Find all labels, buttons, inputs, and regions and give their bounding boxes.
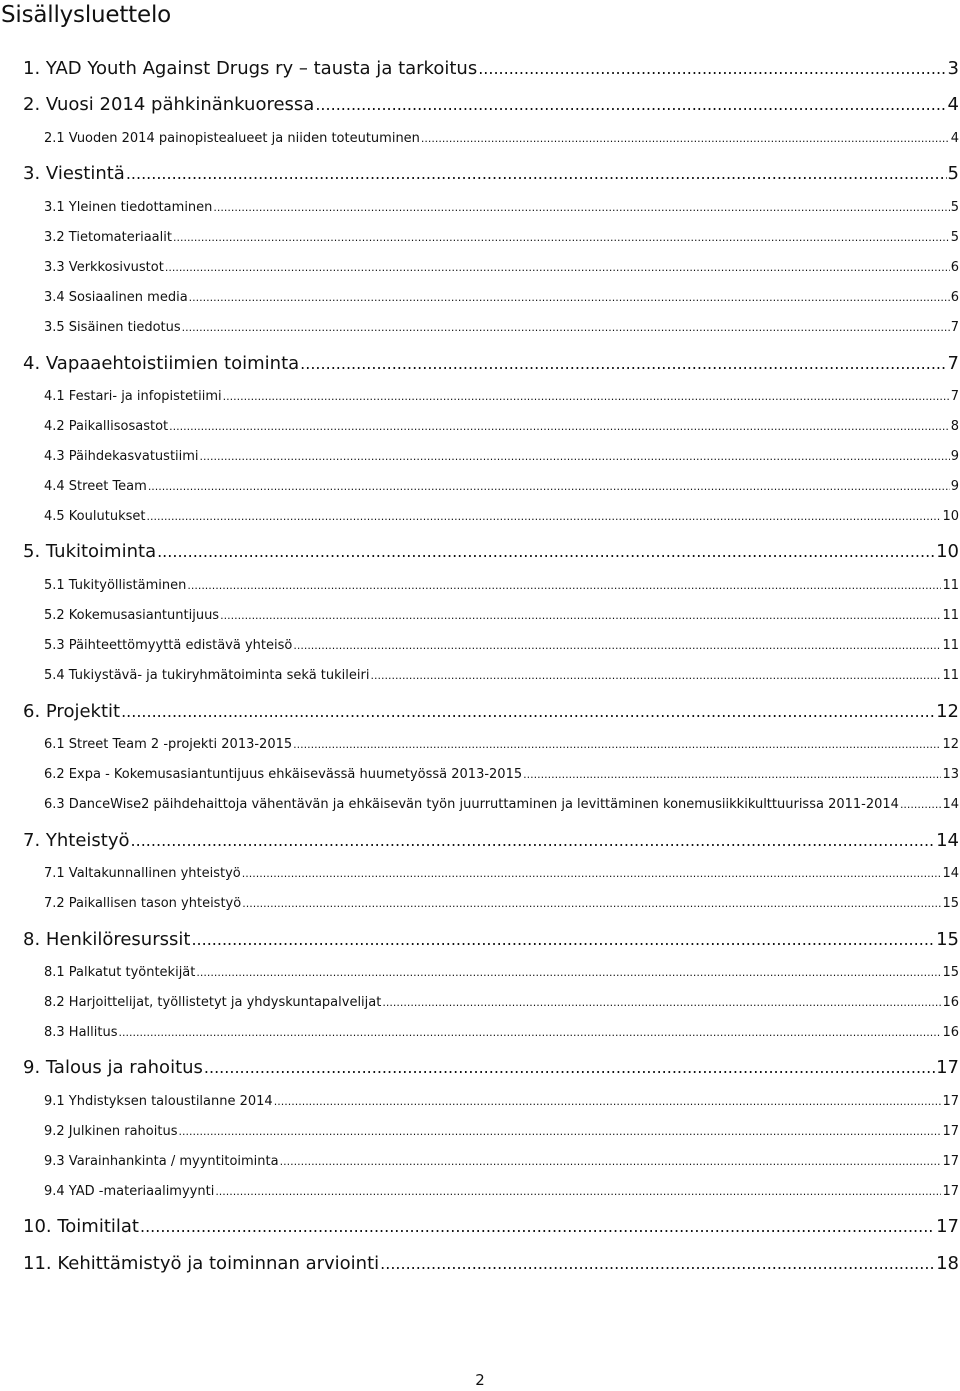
toc-entry-chapter[interactable]	[23, 352, 959, 376]
toc-entry-section[interactable]	[44, 796, 959, 814]
toc-entry-title: 3.2 Tietomateriaalit	[44, 230, 172, 245]
toc-entry-section[interactable]	[44, 388, 959, 406]
toc-entry-title: 3.3 Verkkosivustot	[44, 260, 164, 275]
toc-entry-title: 4.3 Päihdekasvatustiimi	[44, 449, 199, 464]
toc-entry-title: 9.2 Julkinen rahoitus	[44, 1124, 178, 1139]
toc-entry-page: 14	[942, 866, 959, 881]
toc-entry-title: 6.1 Street Team 2 -projekti 2013-2015	[44, 737, 293, 752]
toc-entry-title: 8.1 Palkatut työntekijät	[44, 965, 196, 980]
toc-entry-section[interactable]	[44, 865, 959, 883]
toc-entry-section[interactable]	[44, 130, 959, 148]
toc-entry-section[interactable]	[44, 1123, 959, 1141]
dot-leader	[293, 637, 941, 655]
toc-entry-chapter[interactable]	[23, 1215, 959, 1239]
dot-leader	[204, 1056, 935, 1080]
toc-entry-section[interactable]	[44, 766, 959, 784]
toc-entry-title: 2.1 Vuoden 2014 painopistealueet ja niiden toteutuminen	[44, 131, 420, 146]
toc-entry-chapter[interactable]	[23, 829, 959, 853]
toc-entry-page: 17	[936, 1216, 959, 1237]
toc-entry-title: 1. YAD Youth Against Drugs ry – tausta ja tarkoitus	[23, 58, 478, 79]
toc-entry-title: 9. Talous ja rahoitus	[23, 1057, 203, 1078]
toc-entry-page: 12	[942, 737, 959, 752]
toc-entry-page: 11	[942, 608, 959, 623]
toc-entry-title: 4.2 Paikallisosastot	[44, 419, 169, 434]
dot-leader	[165, 259, 950, 277]
toc-entry-page: 5	[947, 163, 959, 184]
dot-leader	[380, 1252, 935, 1276]
dot-leader	[131, 829, 936, 853]
toc-entry-page: 6	[950, 260, 959, 275]
toc-entry-page: 7	[947, 353, 959, 374]
toc-entry-page: 15	[936, 929, 959, 950]
toc-entry-page: 5	[950, 230, 959, 245]
toc-entry-section[interactable]	[44, 607, 959, 625]
toc-entry-page: 16	[942, 995, 959, 1010]
dot-leader	[523, 766, 941, 784]
dot-leader	[242, 895, 941, 913]
toc-entry-page: 7	[950, 389, 959, 404]
toc-entry-page: 5	[950, 200, 959, 215]
toc-entry-title: 10. Toimitilat	[23, 1216, 139, 1237]
toc-entry-title: 9.3 Varainhankinta / myyntitoiminta	[44, 1154, 279, 1169]
toc-entry-section[interactable]	[44, 229, 959, 247]
dot-leader	[189, 289, 950, 307]
toc-entry-title: 8.2 Harjoittelijat, työllistetyt ja yhdyskuntapalvelijat	[44, 995, 382, 1010]
dot-leader	[220, 607, 941, 625]
toc-entry-section[interactable]	[44, 1183, 959, 1201]
toc-entry-page: 11	[942, 578, 959, 593]
toc-entry-title: 4.1 Festari- ja infopistetiimi	[44, 389, 222, 404]
toc-entry-section[interactable]	[44, 667, 959, 685]
dot-leader	[121, 700, 935, 724]
toc-entry-chapter[interactable]	[23, 928, 959, 952]
toc-entry-title: 7. Yhteistyö	[23, 830, 130, 851]
toc-entry-title: 4. Vapaaehtoistiimien toiminta	[23, 353, 300, 374]
toc-entry-title: 6.3 DanceWise2 päihdehaittoja vähentävän ja ehkäisevän työn juurruttaminen ja levittäminen konemusiikkikulttuurissa 2011-2014	[44, 797, 899, 812]
toc-entry-page: 10	[936, 541, 959, 562]
dot-leader	[126, 162, 947, 186]
dot-leader	[140, 1215, 935, 1239]
toc-entry-page: 8	[950, 419, 959, 434]
toc-entry-title: 6.2 Expa - Kokemusasiantuntijuus ehkäisevässä huumetyössä 2013-2015	[44, 767, 523, 782]
toc-entry-title: 6. Projektit	[23, 701, 121, 722]
toc-entry-section[interactable]	[44, 964, 959, 982]
toc-entry-section[interactable]	[44, 259, 959, 277]
toc-entry-page: 10	[942, 509, 959, 524]
toc-entry-title: 4.5 Koulutukset	[44, 509, 146, 524]
dot-leader	[119, 1024, 942, 1042]
toc-entry-section[interactable]	[44, 994, 959, 1012]
dot-leader	[215, 1183, 941, 1201]
toc-entry-title: 9.4 YAD -materiaalimyynti	[44, 1184, 215, 1199]
toc-entry-page: 17	[942, 1094, 959, 1109]
toc-entry-page: 17	[942, 1184, 959, 1199]
toc-entry-page: 9	[950, 479, 959, 494]
toc-entry-chapter[interactable]	[23, 57, 959, 81]
dot-leader	[242, 865, 942, 883]
toc-entry-page: 17	[942, 1154, 959, 1169]
toc-entry-title: 5. Tukitoiminta	[23, 541, 157, 562]
dot-leader	[187, 577, 941, 595]
toc-entry-section[interactable]	[44, 508, 959, 526]
toc-entry-title: 3.1 Yleinen tiedottaminen	[44, 200, 213, 215]
toc-entry-section[interactable]	[44, 289, 959, 307]
toc-entry-title: 7.1 Valtakunnallinen yhteistyö	[44, 866, 241, 881]
toc-entry-chapter[interactable]	[23, 1252, 959, 1276]
toc-entry-page: 17	[942, 1124, 959, 1139]
toc-entry-section[interactable]	[44, 418, 959, 436]
toc-entry-title: 4.4 Street Team	[44, 479, 147, 494]
toc-entry-title: 5.1 Tukityöllistäminen	[44, 578, 187, 593]
toc-entry-title: 7.2 Paikallisen tason yhteistyö	[44, 896, 242, 911]
dot-leader	[213, 199, 949, 217]
toc-entry-section[interactable]	[44, 895, 959, 913]
dot-leader	[200, 448, 950, 466]
toc-entry-page: 6	[950, 290, 959, 305]
toc-entry-section[interactable]	[44, 577, 959, 595]
dot-leader	[182, 319, 950, 337]
toc-entry-section[interactable]	[44, 199, 959, 217]
toc-entry-section[interactable]	[44, 1093, 959, 1111]
dot-leader	[300, 352, 946, 376]
toc-entry-chapter[interactable]	[23, 1056, 959, 1080]
toc-entry-page: 18	[936, 1253, 959, 1274]
toc-entry-chapter[interactable]	[23, 162, 959, 186]
toc-entry-title: 3. Viestintä	[23, 163, 125, 184]
dot-leader	[280, 1153, 942, 1171]
toc-entry-page: 15	[942, 896, 959, 911]
toc-entry-title: 8.3 Hallitus	[44, 1025, 118, 1040]
toc-entry-section[interactable]	[44, 319, 959, 337]
toc-entry-chapter[interactable]	[23, 93, 959, 117]
toc-entry-page: 15	[942, 965, 959, 980]
toc-entry-title: 2. Vuosi 2014 pähkinänkuoressa	[23, 94, 315, 115]
dot-leader	[196, 964, 941, 982]
toc-entry-page: 4	[947, 94, 959, 115]
toc-entry-page: 4	[950, 131, 959, 146]
dot-leader	[146, 508, 941, 526]
toc-entry-section[interactable]	[44, 1153, 959, 1171]
toc-entry-chapter[interactable]	[23, 700, 959, 724]
dot-leader	[315, 93, 946, 117]
toc-entry-page: 14	[936, 830, 959, 851]
toc-entry-title: 9.1 Yhdistyksen taloustilanne 2014	[44, 1094, 273, 1109]
toc-entry-page: 14	[942, 797, 959, 812]
dot-leader	[293, 736, 941, 754]
dot-leader	[169, 418, 950, 436]
dot-leader	[178, 1123, 941, 1141]
toc-entry-title: 5.4 Tukiystävä- ja tukiryhmätoiminta sekä tukileiri	[44, 668, 370, 683]
toc-entry-page: 11	[942, 668, 959, 683]
dot-leader	[421, 130, 950, 148]
toc-entry-title: 5.2 Kokemusasiantuntijuus	[44, 608, 220, 623]
dot-leader	[274, 1093, 942, 1111]
toc-entry-page: 3	[947, 58, 959, 79]
dot-leader	[157, 540, 935, 564]
toc-entry-page: 13	[942, 767, 959, 782]
dot-leader	[223, 388, 950, 406]
toc-entry-title: 3.4 Sosiaalinen media	[44, 290, 188, 305]
toc-entry-title: 8. Henkilöresurssit	[23, 929, 191, 950]
toc-entry-title: 5.3 Päihteettömyyttä edistävä yhteisö	[44, 638, 293, 653]
toc-entry-section[interactable]	[44, 478, 959, 496]
dot-leader	[900, 796, 942, 814]
toc-entry-title: 11. Kehittämistyö ja toiminnan arviointi	[23, 1253, 380, 1274]
toc-entry-page: 16	[942, 1025, 959, 1040]
toc-entry-section[interactable]	[44, 637, 959, 655]
toc-entry-page: 9	[950, 449, 959, 464]
dot-leader	[148, 478, 950, 496]
page-title: Sisällysluettelo	[1, 2, 172, 28]
toc-entry-section[interactable]	[44, 1024, 959, 1042]
toc-entry-section[interactable]	[44, 448, 959, 466]
toc-entry-title: 3.5 Sisäinen tiedotus	[44, 320, 181, 335]
toc-entry-section[interactable]	[44, 736, 959, 754]
page-number: 2	[475, 1371, 485, 1389]
toc-entry-chapter[interactable]	[23, 540, 959, 564]
dot-leader	[173, 229, 950, 247]
dot-leader	[191, 928, 935, 952]
toc-entry-page: 12	[936, 701, 959, 722]
dot-leader	[382, 994, 941, 1012]
toc-entry-page: 11	[942, 638, 959, 653]
toc-entry-page: 17	[936, 1057, 959, 1078]
dot-leader	[370, 667, 941, 685]
dot-leader	[478, 57, 946, 81]
toc-entry-page: 7	[950, 320, 959, 335]
